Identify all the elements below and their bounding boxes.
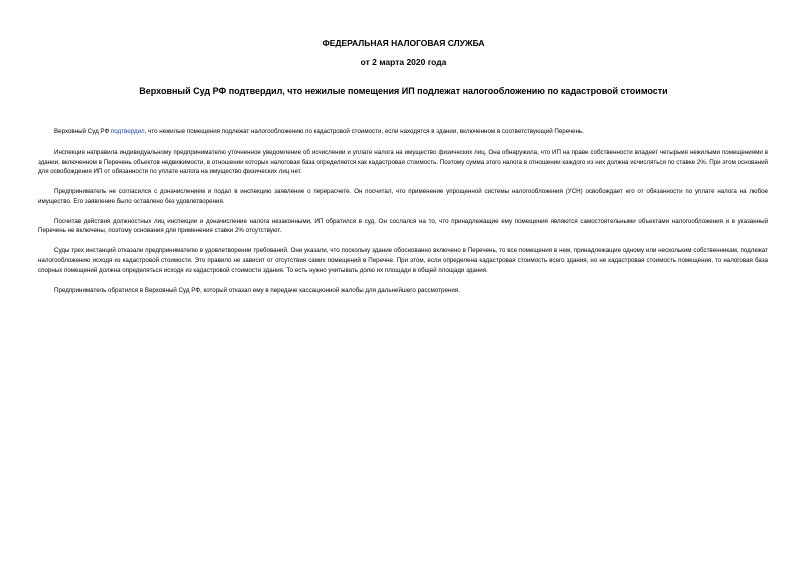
paragraph-5: Суды трех инстанций отказали предпринимателю в удовлетворении требований. Они указали, что поскольку здание обоснованно включено в Перечень, то все помещения в нем, принадлежащие одному или нескольким собственникам, подлежат налогообложению исходя из кадастровой стоимости. Это правило не зависит от отсутствия самих помещений в Перечне. При этом, если определена кадастровая стоимость всего здания, но не кадастровая стоимость помещения, то налоговая база спорных помещений должна определяться исходя из кадастровой стоимости здания. То есть нужно учитывать долю их площади в общей площади здания.: [38, 247, 768, 274]
paragraph-6: Предприниматель обратился в Верховный Суд РФ, который отказал ему в передаче кассационной жалобы для дальнейшего рассмотрения.: [54, 286, 460, 294]
agency-title: ФЕДЕРАЛЬНАЯ НАЛОГОВАЯ СЛУЖБА: [322, 38, 485, 48]
paragraph-1-rest: , что нежилые помещения подлежат налогообложению по кадастровой стоимости, если находятся в здании, включенном в соответствующий Перечень.: [144, 128, 584, 135]
paragraph-1: [38, 127, 768, 137]
document-body: [38, 127, 768, 306]
confirmed-link[interactable]: подтвердил: [110, 128, 145, 135]
paragraph-3: Предприниматель не согласился с доначислением и подал в инспекцию заявление о перерасчете. Он посчитал, что применение упрощенной системы налогообложения (УСН) освобождает его от обязанности по уплате налога на любое имущество. Его заявление было оставлено без удовлетворения.: [38, 188, 768, 205]
paragraph-4: Посчитав действия должностных лиц инспекции и доначисление налога незаконными, ИП обратился в суд. Он сослался на то, что принадлежащие ему помещения являются самостоятельными объектами налогообложения и в указанный Перечень не включены, поэтому основания для применения ставки 2% отсутствуют.: [38, 217, 768, 235]
document-headline: Верховный Суд РФ подтвердил, что нежилые помещения ИП подлежат налогообложению по кадастровой стоимости: [139, 86, 668, 96]
document-date: от 2 марта 2020 года: [360, 57, 447, 67]
paragraph-2: Инспекция направила индивидуальному предпринимателю уточненное уведомление об исчислении и уплате налога на имущество физических лиц. Она обнаружила, что ИП на праве собственности владеет четырьмя нежилыми помещениями в здании, включенном в Перечень объектов недвижимости, в отношении которых налоговая база определяется как кадастровая стоимость. Поэтому сумма этого налога в отношении каждого из них должна исчисляться по ставке 2%. При этом оснований для освобождения ИП от обязанности по уплате налога на имущество физических лиц нет.: [38, 149, 768, 176]
paragraph-1-lead: Верховный Суд РФ: [54, 128, 111, 135]
